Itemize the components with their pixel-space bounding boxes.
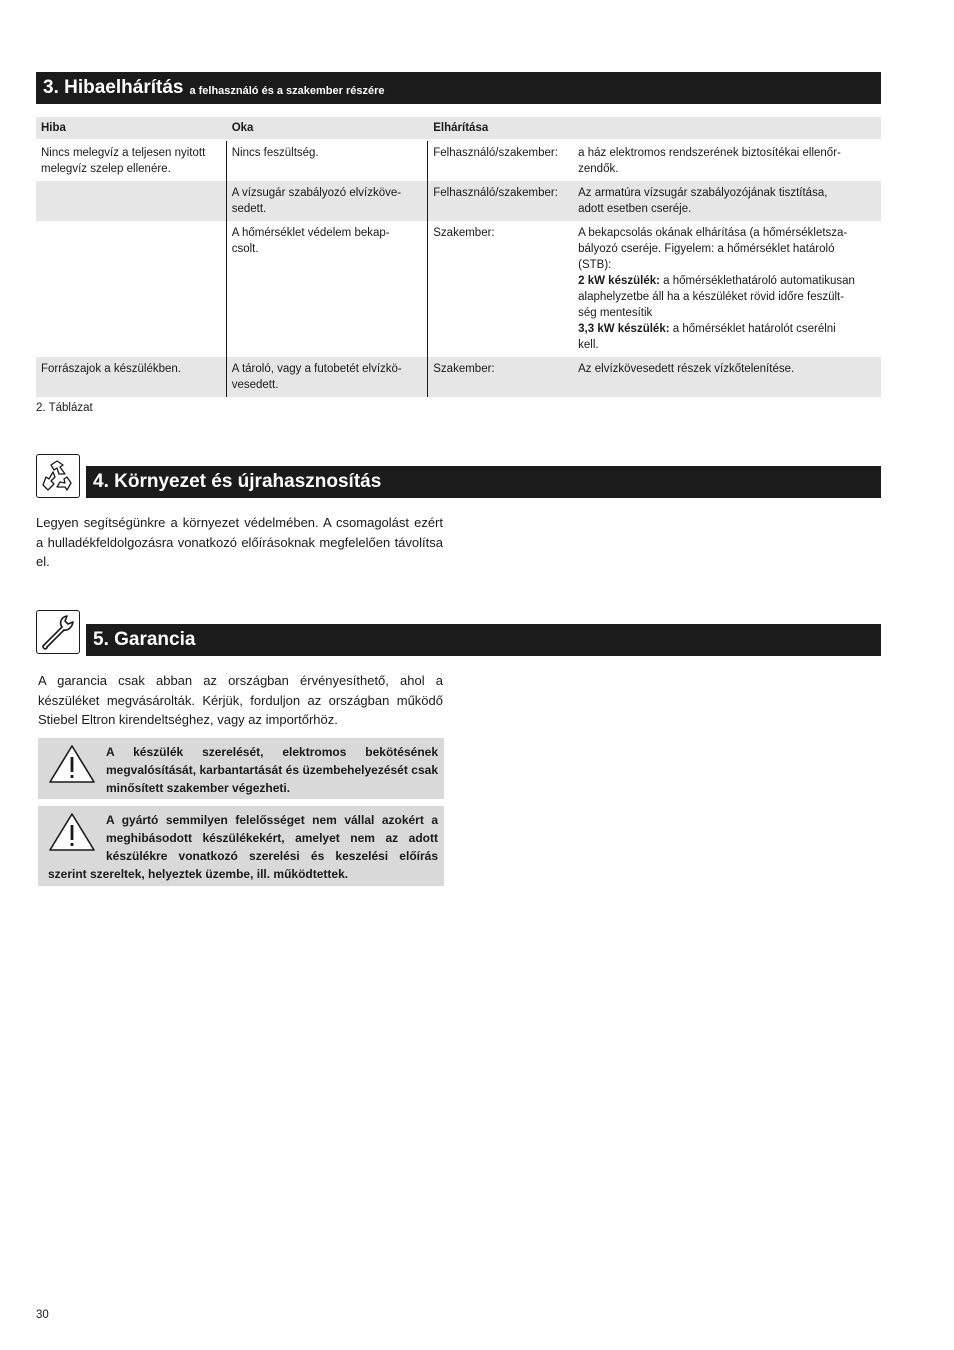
cell-ki: Szakember: (428, 357, 573, 397)
environment-paragraph: Legyen segítségünkre a környezet védelmében. A csomagolást ezért a hulladékfeldolgozásra vonatkozó előírásoknak megfelelően távolítsa el. (36, 515, 443, 569)
cell-hiba (36, 181, 226, 221)
cell-elharitas (573, 357, 881, 397)
note-2kw-text: a hőmérséklethatároló automatikusan (659, 275, 855, 287)
table-row (36, 221, 881, 357)
section-3-header (36, 72, 881, 104)
cell-line: kell. (578, 339, 599, 351)
warning-box-installation (38, 738, 444, 799)
cell-line: melegvíz szelep ellenére. (41, 163, 171, 175)
cell-oka (226, 140, 428, 181)
header-oka: Oka (226, 117, 428, 140)
note-3kw (578, 321, 876, 337)
cell-elharitas (573, 221, 881, 357)
page-number: 30 (36, 1309, 49, 1321)
header-hiba: Hiba (36, 117, 226, 140)
cell-line: csolt. (231, 243, 259, 255)
cell-ki: Felhasználó/szakember: (428, 181, 573, 221)
warning-text-liability: A gyártó semmilyen felelősséget nem vállal azokért a meghibásodott készülékekért, amelyet nem az adott készülékre vonatkozó szerelési és keszelési előírás szerint szereltek, helyeztek üzembe, ill. működtettek. (48, 813, 438, 881)
troubleshooting-table (36, 117, 881, 397)
section-4-header (86, 466, 881, 498)
section-4-title: 4. Környezet és újrahasznosítás (93, 471, 382, 492)
table-row (36, 357, 881, 397)
cell-hiba (36, 357, 226, 397)
section-3-title: 3. Hibaelhárítás (43, 77, 184, 98)
cell-line: alaphelyzetbe áll ha a készüléket rövid időre feszült- (578, 291, 845, 303)
warning-triangle-icon (48, 744, 96, 784)
cell-line: Nincs feszültség. (231, 147, 319, 159)
cell-elharitas (573, 181, 881, 221)
warning-box-liability (38, 806, 444, 886)
table-row (36, 140, 881, 181)
cell-oka (226, 357, 428, 397)
cell-line: ség mentesítik (578, 307, 653, 319)
section-3-subtitle: a felhasználó és a szakember részére (189, 84, 385, 97)
recycle-icon (36, 454, 80, 498)
table-caption: 2. Táblázat (36, 402, 93, 414)
cell-line: A bekapcsolás okának elhárítása (a hőmérsékletsza- (578, 227, 848, 239)
cell-line: a ház elektromos rendszerének biztosítékai ellenőr- (578, 147, 841, 159)
cell-ki: Felhasználó/szakember: (433, 147, 558, 159)
note-3kw-label: 3,3 kW készülék: (578, 323, 670, 335)
cell-line: Az elvízkövesedett részek vízkőtelenítése. (578, 363, 795, 375)
header-elharitas: Elhárítása (428, 117, 881, 140)
cell-line: A hőmérséklet védelem bekap- (231, 227, 390, 239)
cell-line: vesedett. (231, 379, 279, 391)
cell-line: Az armatúra vízsugár szabályozójának tisztítása, (578, 187, 828, 199)
wrench-icon (36, 610, 80, 654)
cell-line: Nincs melegvíz a teljesen nyitott (41, 147, 206, 159)
cell-elharitas (573, 140, 881, 181)
warning-triangle-icon (48, 812, 96, 852)
cell-line: A vízsugár szabályozó elvízköve- (231, 187, 402, 199)
warning-text-installation: A készülék szerelését, elektromos bekötésének megvalósítását, karbantartását és üzembehelyezését csak minősített szakember végezheti. (106, 745, 438, 795)
table-row (36, 181, 881, 221)
cell-line: bályozó cseréje. Figyelem: a hőmérséklet határoló (578, 243, 835, 255)
cell-line: (STB): (578, 259, 612, 271)
cell-line: zendők. (578, 163, 619, 175)
cell-hiba (36, 221, 226, 357)
cell-oka (226, 221, 428, 357)
section-5-header (86, 624, 881, 656)
cell-line: A tároló, vagy a futobetét elvízkö- (231, 363, 402, 375)
note-2kw-label: 2 kW készülék: (578, 275, 660, 287)
note-2kw (578, 273, 876, 289)
warranty-paragraph: A garancia csak abban az országban érvényesíthető, ahol a készüléket megvásárolták. Kérjük, forduljon az országban működő Stiebel Eltron kirendeltséghez, vagy az importőrhöz. (38, 673, 443, 727)
cell-line: sedett. (231, 203, 267, 215)
cell-ki: Szakember: (433, 227, 495, 239)
cell-oka (226, 181, 428, 221)
table-header-row (36, 117, 881, 140)
cell-line: Forrászajok a készülékben. (41, 363, 181, 375)
note-3kw-text: a hőmérséklet határolót cserélni (669, 323, 836, 335)
cell-hiba (36, 140, 226, 181)
section-5-title: 5. Garancia (93, 629, 196, 650)
cell-line: adott esetben cseréje. (578, 203, 692, 215)
